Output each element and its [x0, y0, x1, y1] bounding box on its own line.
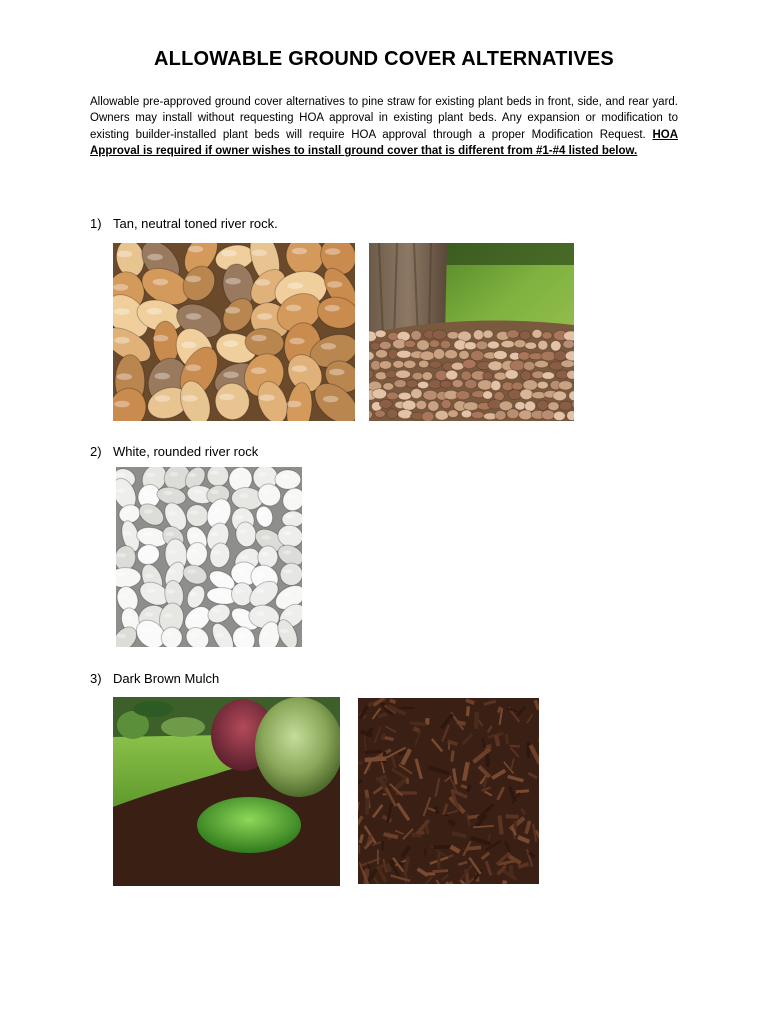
- tan-river-rock-bed-image: [369, 243, 574, 421]
- item-2-text: White, rounded river rock: [113, 444, 259, 459]
- hoa-approval-notice: HOA Approval is required if owner wishes to install ground cover that is different from #1-#4 listed below.: [90, 128, 678, 158]
- item-3-text: Dark Brown Mulch: [113, 671, 220, 686]
- dark-mulch-closeup-image: [358, 698, 539, 884]
- item-2-number: 2): [90, 444, 102, 459]
- item-1-number: 1): [90, 216, 102, 231]
- page-title: ALLOWABLE GROUND COVER ALTERNATIVES: [154, 48, 614, 70]
- intro-paragraph: [90, 94, 678, 160]
- tan-river-rock-closeup-image: [113, 243, 355, 421]
- item-2-label: [90, 444, 258, 459]
- item-3-label: [90, 671, 219, 686]
- item-1-text: Tan, neutral toned river rock.: [113, 216, 278, 231]
- white-river-rock-closeup-image: [116, 467, 302, 647]
- dark-mulch-landscape-image: [113, 697, 340, 886]
- item-3-number: 3): [90, 671, 102, 686]
- intro-text: Allowable pre-approved ground cover alternatives to pine straw for existing plant beds in front, side, and rear yard. Owners may install without requesting HOA approval in existing plant beds. Any expansion or modification to existing builder-installed plant beds will require HOA approval through a proper Modification Request.: [90, 96, 678, 141]
- item-1-label: [90, 216, 278, 231]
